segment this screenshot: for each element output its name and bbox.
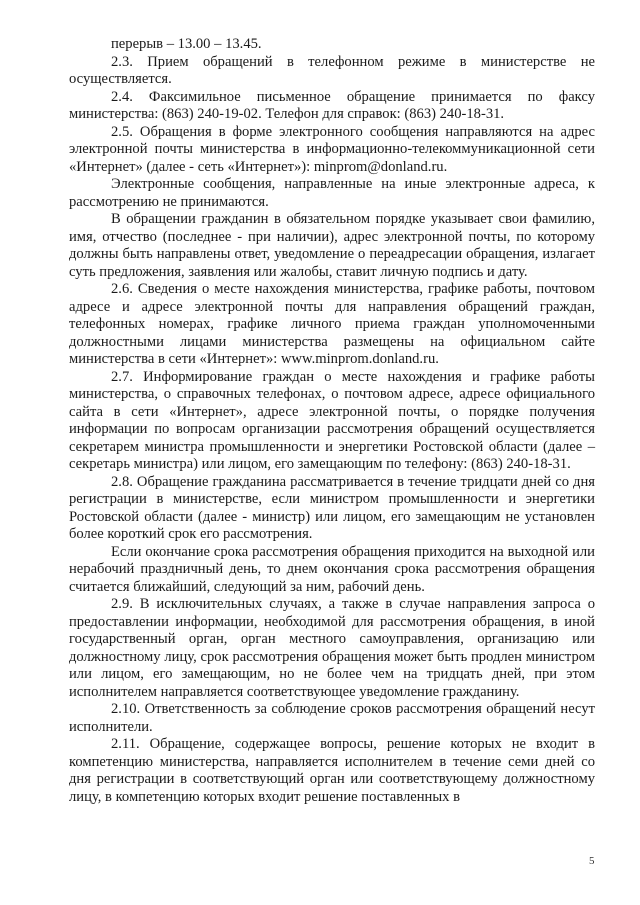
page-number: 5 [589,855,595,867]
document-body [69,36,595,806]
paragraph-2-4: 2.4. Факсимильное письменное обращение принимается по факсу министерства: (863) 240-19-02. Телефон для справок: (863) 240-18-31. [69,88,595,122]
paragraph-break-time: перерыв – 13.00 – 13.45. [111,36,262,52]
paragraph-2-7: 2.7. Информирование граждан о месте нахождения и графике работы министерства, о справочных телефонах, о почтовом адресе, адресе официального сайта в сети «Интернет», адресе электронной почты, о порядке получения информации по вопросам организации рассмотрения обращений осуществляется секретарем министра промышленности и энергетики Ростовской области (далее – секретарь министра) или лицом, его замещающим по телефону: (863) 240-18-31. [69,368,595,472]
paragraph-2-9: 2.9. В исключительных случаях, а также в случае направления запроса о предоставлении информации, необходимой для рассмотрения обращения, в иной государственный орган, орган местного самоуправления, организацию или должностному лицу, срок рассмотрения обращения может быть продлен министром или лицом, его замещающим, но не более чем на тридцать дней, при этом исполнителем направляется соответствующее уведомление гражданину. [69,596,595,700]
paragraph-email-other: Электронные сообщения, направленные на иные электронные адреса, к рассмотрению не принимаются. [69,176,595,210]
paragraph-2-6: 2.6. Сведения о месте нахождения министерства, графике работы, почтовом адресе и адресе электронной почты для направления обращений граждан, телефонных номерах, графике личного приема граждан уполномоченными должностными лицами министерства размещены на официальном сайте министерства в сети «Интернет»: www.minprom.donland.ru. [69,281,595,367]
paragraph-holiday-deadline: Если окончание срока рассмотрения обращения приходится на выходной или нерабочий праздничный день, то днем окончания срока рассмотрения обращения считается ближайший, следующий за ним, рабочий день. [69,543,595,595]
paragraph-2-10: 2.10. Ответственность за соблюдение сроков рассмотрения обращений несут исполнители. [69,701,595,735]
paragraph-2-8: 2.8. Обращение гражданина рассматривается в течение тридцати дней со дня регистрации в министерстве, если министром промышленности и энергетики Ростовской области (далее - министр) или лицом, его замещающим не установлен более короткий срок его рассмотрения. [69,473,595,542]
paragraph-2-5: 2.5. Обращения в форме электронного сообщения направляются на адрес электронной почты министерства в информационно-телекоммуникационной сети «Интернет» (далее - сеть «Интернет»): minprom@donland.ru. [69,123,595,175]
paragraph-email-requirements: В обращении гражданин в обязательном порядке указывает свои фамилию, имя, отчество (последнее - при наличии), адрес электронной почты, по которому должны быть направлены ответ, уведомление о переадресации обращения, излагает суть предложения, заявления или жалобы, ставит личную подпись и дату. [69,211,595,280]
paragraph-2-3: 2.3. Прием обращений в телефонном режиме в министерстве не осуществляется. [69,53,595,87]
paragraph-2-11: 2.11. Обращение, содержащее вопросы, решение которых не входит в компетенцию министерства, направляется исполнителем в течение семи дней со дня регистрации в соответствующий орган или соответствующему должностному лицу, в компетенцию которых входит решение поставленных в [69,736,595,805]
